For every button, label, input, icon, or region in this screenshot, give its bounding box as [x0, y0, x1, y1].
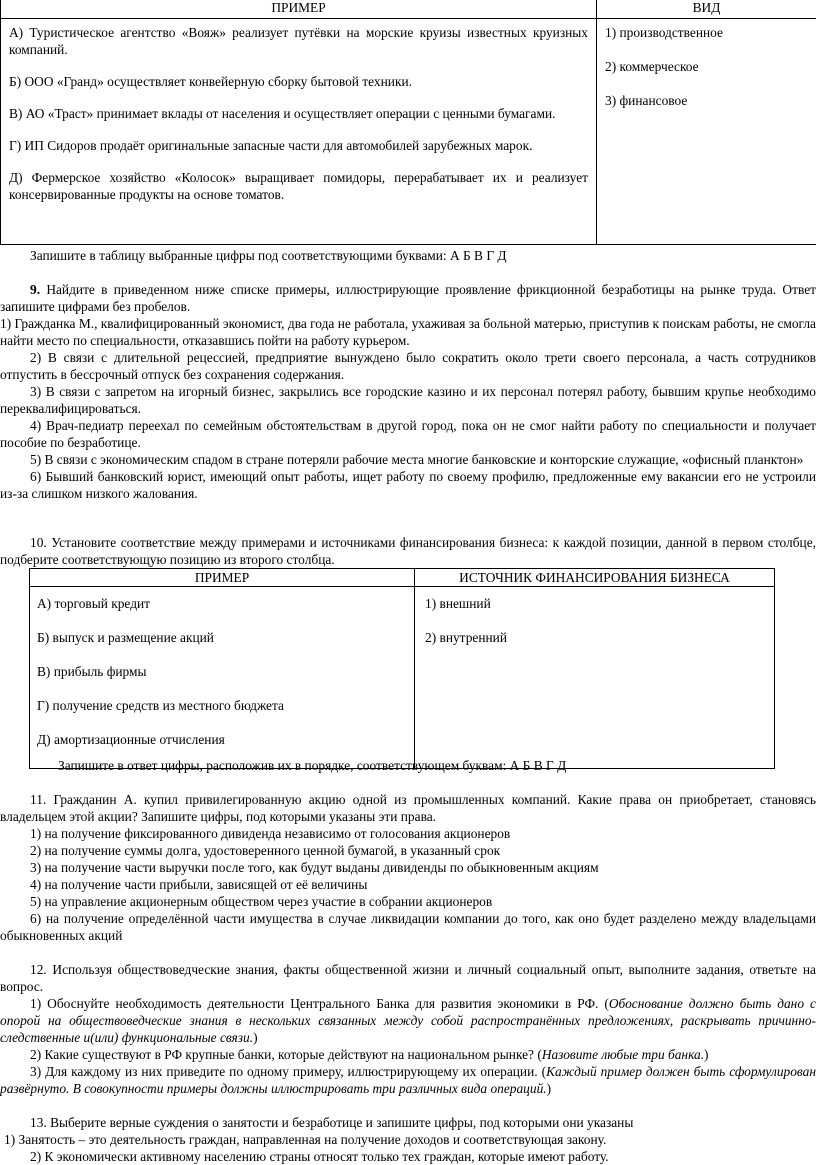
q9-block [0, 281, 816, 502]
table2-header-source: ИСТОЧНИК ФИНАНСИРОВАНИЯ БИЗНЕСА [415, 569, 775, 587]
table2-item-g: Г) получение средств из местного бюджета [37, 697, 408, 714]
q10-question: 10. Установите соответствие между примерами и источниками финансирования бизнеса: к каждой позиции, данной в первом столбце, подберите соответствующую позицию из второго столбца. [0, 534, 816, 568]
q9-item-6: 6) Бывший банковский юрист, имеющий опыт работы, ищет работу по своему профилю, предложенные ему вакансии его не устроили из-за слишком низкого жалования. [0, 468, 816, 502]
q12-task-3-hint: Каждый пример должен быть сформулирован развёрнуто. В совокупности примеры должны иллюстрировать три различных вида операций. [0, 1064, 816, 1096]
q11-item-5: 5) на управление акционерным обществом через участие в собрании акционеров [0, 893, 816, 910]
q11-item-2: 2) на получение суммы долга, удостоверенного ценной бумагой, в указанный срок [0, 842, 816, 859]
q12-task-1-text: 1) Обоснуйте необходимость деятельности Центрального Банка для развития экономики в РФ. ( [30, 996, 609, 1011]
table-financing-source [29, 568, 775, 769]
table1-item-v: В) АО «Траст» принимает вклады от населения и осуществляет операции с ценными бумагами. [9, 105, 588, 122]
table2-option-2: 2) внутренний [425, 629, 768, 646]
table2-item-d: Д) амортизационные отчисления [37, 731, 408, 748]
q12-task-2 [0, 1046, 816, 1063]
table2-item-a: А) торговый кредит [37, 595, 408, 612]
q12-question: 12. Используя обществоведческие знания, факты общественной жизни и личный социальный опыт, выполните задания, ответьте на вопрос. [0, 961, 816, 995]
table2-item-v: В) прибыль фирмы [37, 663, 408, 680]
table-business-type [0, 0, 816, 245]
q13-block [0, 1114, 816, 1165]
q9-item-2: 2) В связи с длительной рецессией, предприятие вынуждено было сократить около трети своего персонала, а часть сотрудников отпустить в бессрочный отпуск без сохранения содержания. [0, 349, 816, 383]
q11-question: 11. Гражданин А. купил привилегированную акцию одной из промышленных компаний. Какие права он приобретает, становясь владельцем этой акции? Запишите цифры, под которыми указаны эти права. [0, 791, 816, 825]
table1-header-example: ПРИМЕР [1, 0, 597, 19]
q9-question [0, 281, 816, 315]
q11-item-6: 6) на получение определённой части имущества в случае ликвидации компании до того, как оно будет разделено между владельцами обыкновенных акций [0, 910, 816, 944]
q11-block [0, 791, 816, 944]
q13-question: 13. Выберите верные суждения о занятости и безработице и запишите цифры, под которыми они указаны [0, 1114, 816, 1131]
q12-task-2-close: ) [704, 1047, 708, 1062]
table1-option-1: 1) производственное [605, 24, 810, 41]
answer-instruction-1: Запишите в таблицу выбранные цифры под соответствующими буквами: А Б В Г Д [30, 247, 507, 264]
q11-item-1: 1) на получение фиксированного дивиденда независимо от голосования акционеров [0, 825, 816, 842]
q12-task-3 [0, 1063, 816, 1097]
table1-item-g: Г) ИП Сидоров продаёт оригинальные запасные части для автомобилей зарубежных марок. [9, 137, 588, 154]
q9-number: 9. [30, 282, 40, 297]
table2-options-cell [415, 587, 775, 769]
table2-option-1: 1) внешний [425, 595, 768, 612]
table2-examples-cell [30, 587, 415, 769]
answer-instruction-2: Запишите в ответ цифры, расположив их в порядке, соответствующем буквам: А Б В Г Д [58, 757, 566, 774]
q12-task-3-text: 3) Для каждому из них приведите по одному примеру, иллюстрирующему их операции. ( [30, 1064, 546, 1079]
q11-item-3: 3) на получение части выручки после того, как будут выданы дивиденды по обыкновенным акциям [0, 859, 816, 876]
q13-item-1: 1) Занятость – это деятельность граждан, направленная на получение доходов и соответствующая закону. [0, 1131, 816, 1148]
table1-header-type: ВИД [597, 0, 816, 19]
q9-item-1: 1) Гражданка М., квалифицированный экономист, два года не работала, ухаживая за больной матерью, приступив к поискам работы, не смогла найти место по специальности, отказавшись пойти на работу курьером. [0, 315, 816, 349]
table1-item-a: А) Туристическое агентство «Вояж» реализует путёвки на морские круизы известных круизных компаний. [9, 24, 588, 58]
q12-task-3-close: ) [547, 1081, 551, 1096]
table1-option-3: 3) финансовое [605, 92, 810, 109]
q11-item-4: 4) на получение части прибыли, зависящей от её величины [0, 876, 816, 893]
q12-task-2-hint: Назовите любые три банка. [542, 1047, 704, 1062]
q9-item-5: 5) В связи с экономическим спадом в стране потеряли рабочие места многие банковские и конторские служащие, «офисный планктон» [0, 451, 816, 468]
q9-item-4: 4) Врач-педиатр переехал по семейным обстоятельствам в другой город, пока он не смог найти работу по специальности и получает пособие по безработице. [0, 417, 816, 451]
table1-examples-cell [1, 19, 597, 245]
q12-task-2-text: 2) Какие существуют в РФ крупные банки, которые действуют на национальном рынке? ( [30, 1047, 542, 1062]
table1-option-2: 2) коммерческое [605, 58, 810, 75]
table1-options-cell [597, 19, 816, 245]
table1-item-d: Д) Фермерское хозяйство «Колосок» выращивает помидоры, перерабатывает их и реализует консервированные продукты на основе томатов. [9, 169, 588, 203]
table1-item-b: Б) ООО «Гранд» осуществляет конвейерную сборку бытовой техники. [9, 73, 588, 90]
q12-task-1 [0, 995, 816, 1046]
q9-text: Найдите в приведенном ниже списке примеры, иллюстрирующие проявление фрикционной безработицы на рынке труда. Ответ запишите цифрами без пробелов. [0, 282, 816, 314]
q9-item-3: 3) В связи с запретом на игорный бизнес, закрылись все городские казино и их персонал потерял работу, бывшим крупье необходимо переквалифицироваться. [0, 383, 816, 417]
table2-header-example: ПРИМЕР [30, 569, 415, 587]
q12-block [0, 961, 816, 1097]
q12-task-1-hint: Обоснование должно быть дано с опорой на обществоведческие знания в нескольких связанных между собой распространённых предложениях, раскрывать причинно-следственные и(или) функциональные связи. [0, 996, 816, 1045]
q12-task-1-close: ) [253, 1030, 257, 1045]
q13-item-2: 2) К экономически активному населению страны относят только тех граждан, которые имеют работу. [0, 1148, 816, 1165]
table2-item-b: Б) выпуск и размещение акций [37, 629, 408, 646]
